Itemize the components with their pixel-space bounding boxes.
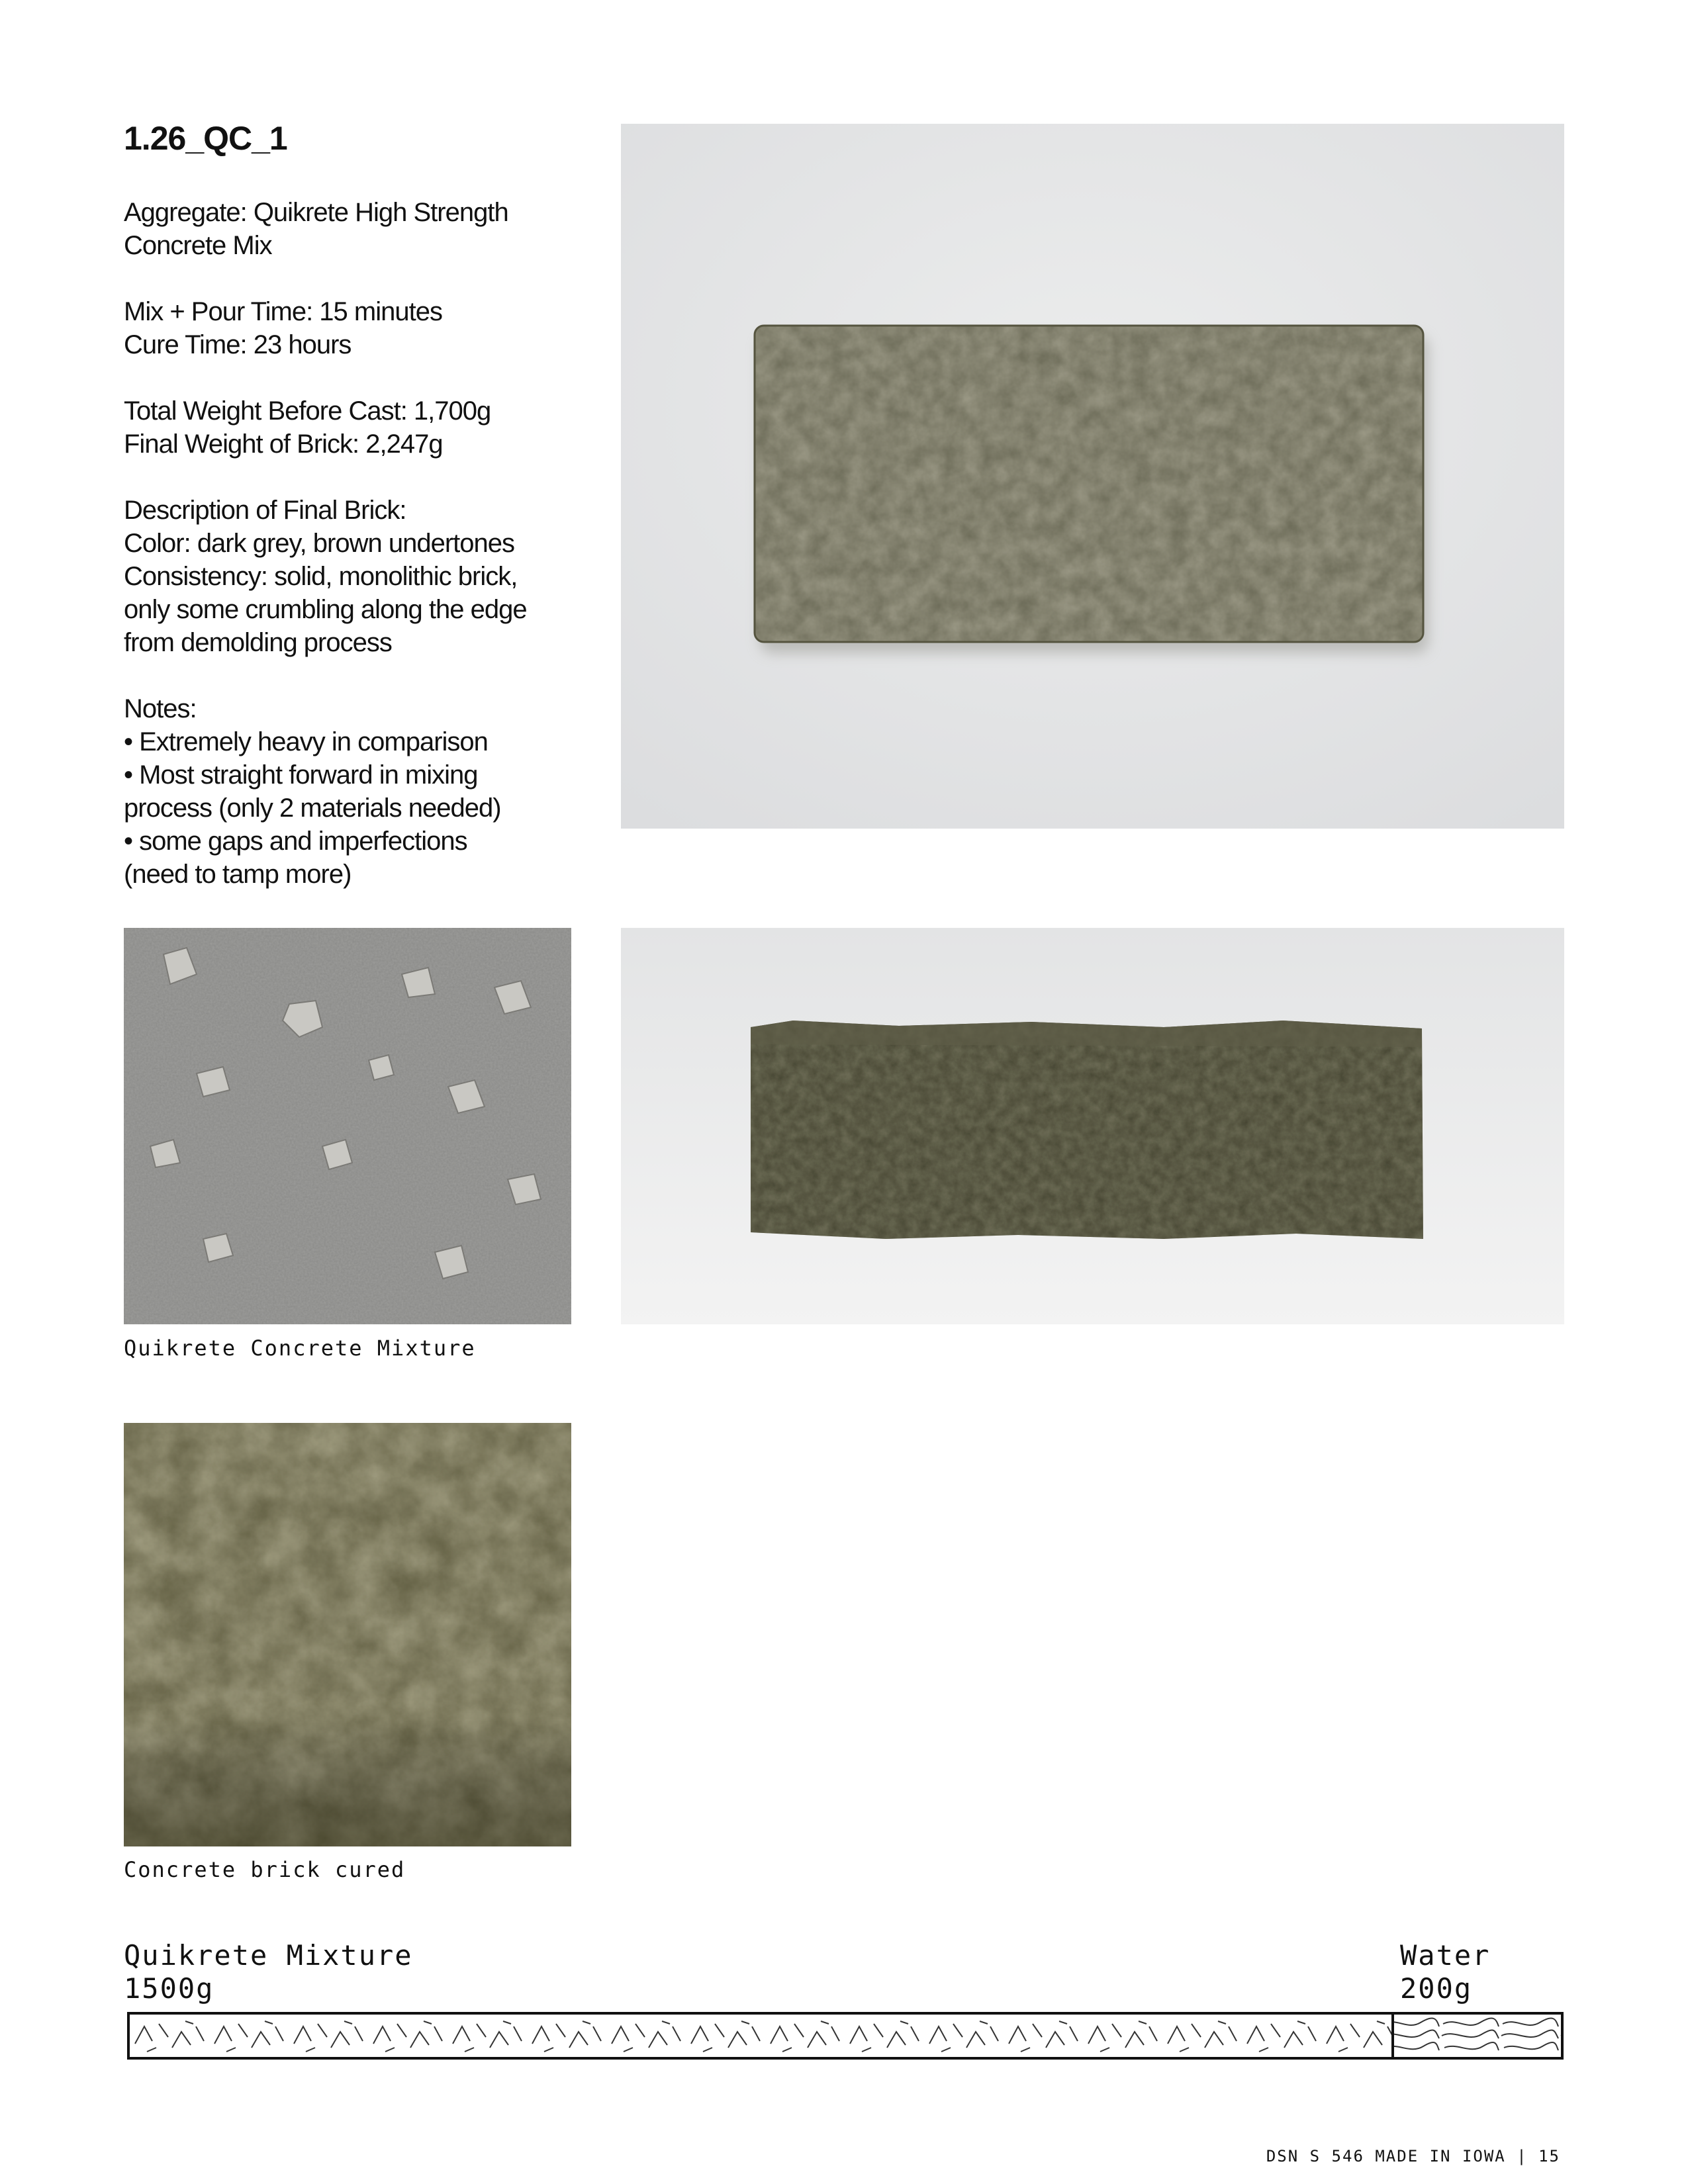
notes-line: (need to tamp more) <box>124 860 352 889</box>
notes-info <box>124 692 587 891</box>
description-line: Consistency: solid, monolithic brick, <box>124 562 518 591</box>
cured-brick-photo <box>124 1423 571 1846</box>
spec-sheet <box>124 196 587 924</box>
final-weight: Final Weight of Brick: 2,247g <box>124 430 443 459</box>
time-info <box>124 295 587 361</box>
mixture-amount: 1500g <box>124 1972 214 2005</box>
water-ratio-label <box>1400 1939 1490 2005</box>
mixture-name: Quikrete Mixture <box>124 1939 413 1972</box>
page-title: 1.26_QC_1 <box>124 120 287 157</box>
description-line: Color: dark grey, brown undertones <box>124 529 515 558</box>
mixture-caption: Quikrete Concrete Mixture <box>124 1336 476 1361</box>
description-info <box>124 494 587 659</box>
notes-line: process (only 2 materials needed) <box>124 794 501 823</box>
water-name: Water <box>1400 1939 1491 1972</box>
notes-line: • Extremely heavy in comparison <box>124 727 488 756</box>
description-line: Description of Final Brick: <box>124 496 406 525</box>
notes-line: • some gaps and imperfections <box>124 827 467 856</box>
weight-before-cast: Total Weight Before Cast: 1,700g <box>124 396 491 426</box>
mixture-ratio-segment <box>130 2015 1393 2057</box>
weight-info <box>124 394 587 461</box>
water-amount: 200g <box>1400 1972 1473 2005</box>
cure-time: Cure Time: 23 hours <box>124 330 352 359</box>
mix-ratio-bar <box>127 2012 1564 2060</box>
mix-pour-time: Mix + Pour Time: 15 minutes <box>124 297 442 326</box>
aggregate-info <box>124 196 587 262</box>
brick-top-view-photo <box>621 124 1564 829</box>
description-line: only some crumbling along the edge <box>124 595 527 624</box>
page-footer: DSN S 546 MADE IN IOWA | 15 <box>1266 2147 1560 2165</box>
aggregate-line: Concrete Mix <box>124 231 272 260</box>
brick-side-view-photo <box>621 928 1564 1324</box>
notes-line: Notes: <box>124 694 197 723</box>
description-line: from demolding process <box>124 628 392 657</box>
aggregate-line: Aggregate: Quikrete High Strength <box>124 198 508 227</box>
water-ratio-segment <box>1393 2015 1561 2057</box>
mixture-ratio-label <box>124 1939 413 2005</box>
concrete-mixture-photo <box>124 928 571 1324</box>
notes-line: • Most straight forward in mixing <box>124 760 478 790</box>
cured-caption: Concrete brick cured <box>124 1857 406 1882</box>
